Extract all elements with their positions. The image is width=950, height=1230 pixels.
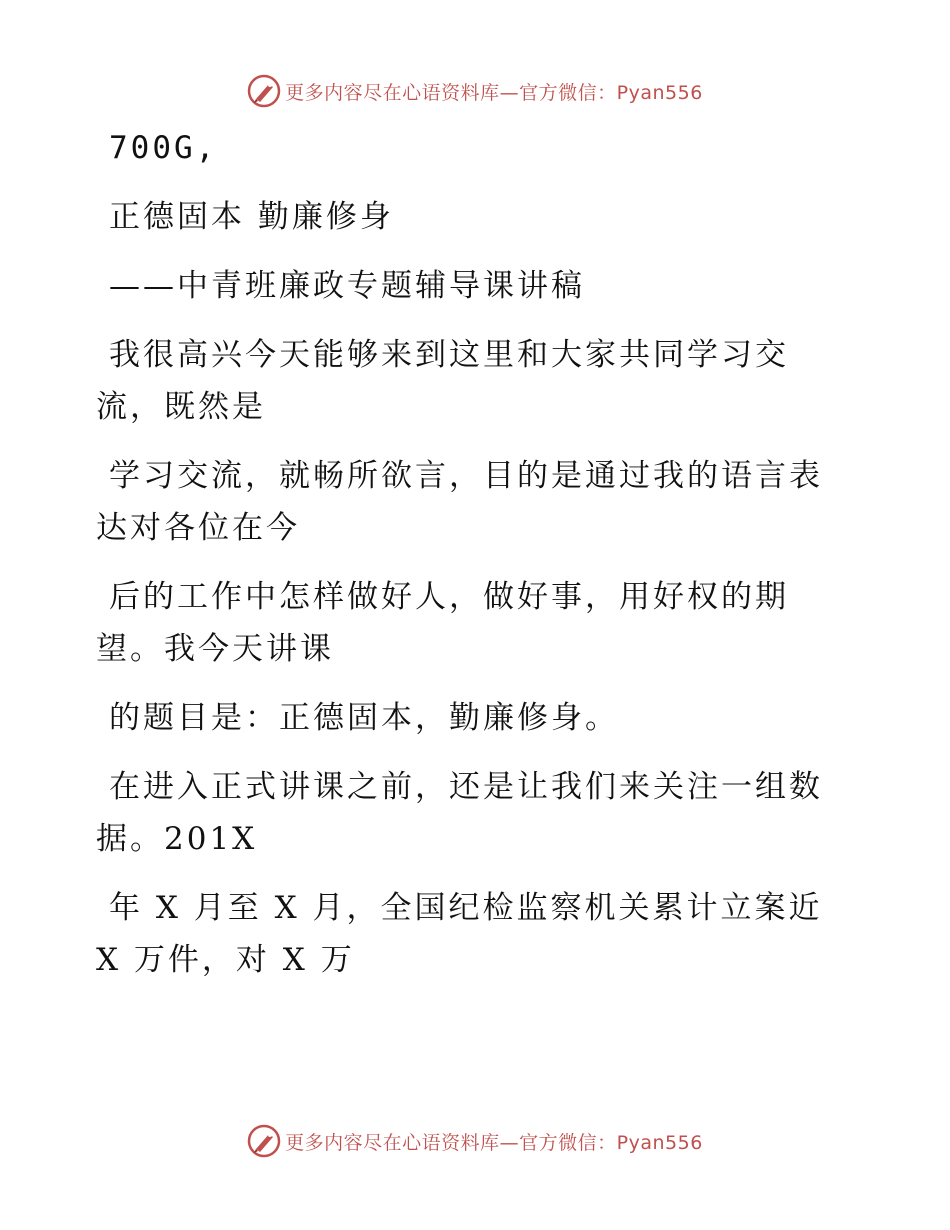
document-subtitle <box>96 260 836 312</box>
text-line: 的题目是：正德固本，勤廉修身。 <box>109 700 619 736</box>
document-title <box>96 191 836 243</box>
text-line: 后的工作中怎样做好人，做好事，用好权的期 <box>109 579 789 615</box>
text-line: X 万件，对 X 万 <box>96 942 355 978</box>
paragraph <box>96 329 836 433</box>
text-line: 在进入正式讲课之前，还是让我们来关注一组数 <box>109 769 823 805</box>
watermark-text: 更多内容尽在心语资料库—官方微信：Pyan556 <box>285 81 703 104</box>
text-line: 据。201X <box>96 821 258 857</box>
text-line: ——中青班廉政专题辅导课讲稿 <box>109 268 585 304</box>
watermark-text: 更多内容尽在心语资料库—官方微信：Pyan556 <box>285 1131 703 1154</box>
paragraph <box>96 571 836 675</box>
text-line: 流，既然是 <box>96 389 266 425</box>
text-line: 正德固本 勤廉修身 <box>109 199 394 235</box>
paragraph <box>96 761 836 865</box>
text-line: 我很高兴今天能够来到这里和大家共同学习交 <box>109 337 789 373</box>
text-line: 望。我今天讲课 <box>96 631 334 667</box>
paragraph <box>96 692 836 744</box>
text-line: 学习交流，就畅所欲言，目的是通过我的语言表 <box>109 458 823 494</box>
paragraph <box>96 122 836 174</box>
paragraph <box>96 450 836 554</box>
document-body <box>96 122 836 1003</box>
watermark-footer <box>0 1121 950 1161</box>
text-line: 700G, <box>109 130 218 166</box>
text-line: 达对各位在今 <box>96 510 300 546</box>
paragraph <box>96 882 836 986</box>
text-line: 年 X 月至 X 月，全国纪检监察机关累计立案近 <box>109 890 823 926</box>
watermark-header <box>0 71 950 111</box>
pen-logo-icon <box>247 74 281 108</box>
pen-logo-icon <box>247 1124 281 1158</box>
